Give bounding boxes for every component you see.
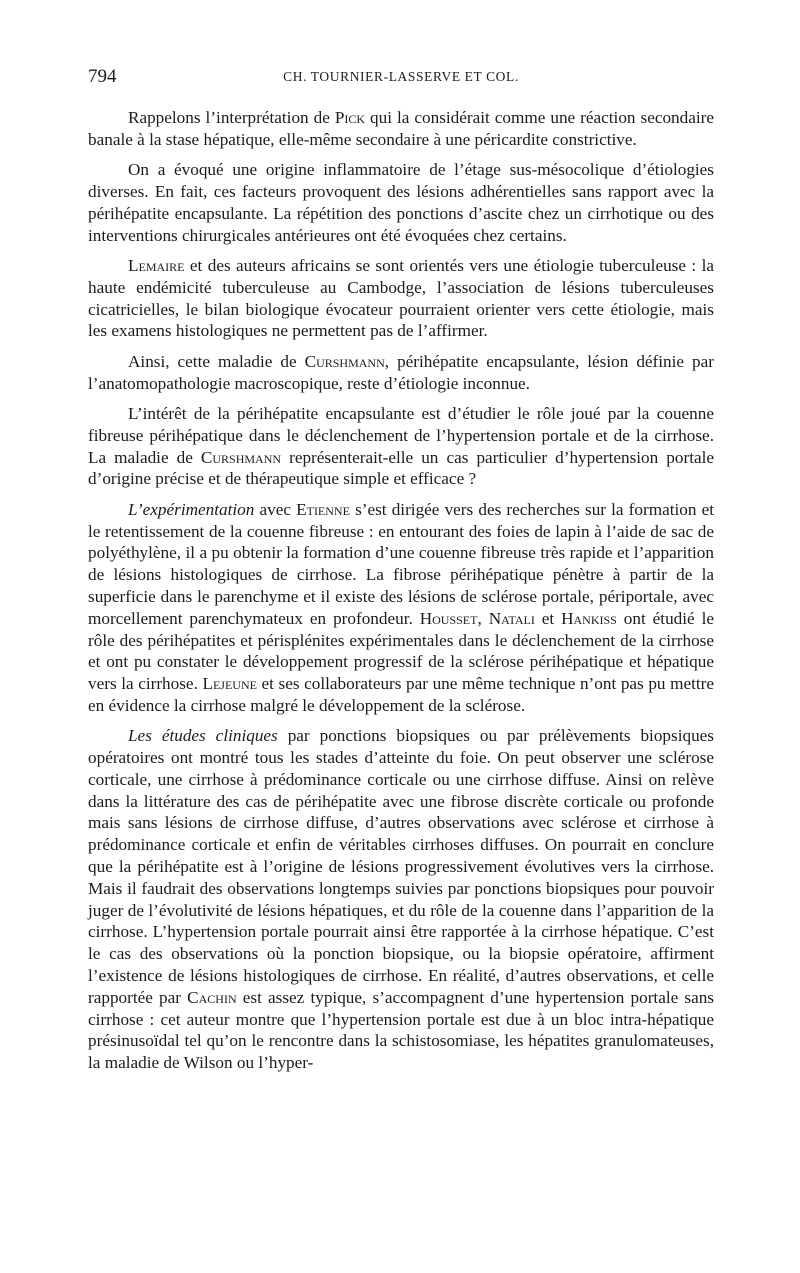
page-header — [88, 66, 714, 92]
paragraph-pick — [88, 107, 714, 151]
author-name: Lejeune — [202, 674, 257, 694]
paragraph-clinical-studies — [88, 725, 714, 1074]
text-run: et — [534, 608, 562, 628]
author-name: Pick — [334, 108, 366, 127]
author-name: Natali — [488, 608, 535, 628]
section-lead: Les études cliniques — [128, 726, 278, 746]
text-run: avec — [254, 499, 297, 519]
author-name: Curshmann — [304, 351, 385, 371]
text-run: représenterait-elle un cas particulier d’hypertension portale d’origine précise et de thérapeutique simple et efficace ? — [88, 447, 714, 489]
text-run: et des auteurs africains se sont orientés vers une étiologie tuberculeuse : la haute endémicité tuberculeuse au Cambodge, l’association de lésions tuberculeuses cicatricielles, le bilan biologique évocateur pourraient orienter vers cette étiologie, mais les examens histologiques ne permettent pas de l’affirmer. — [88, 255, 714, 341]
text-run: qui la considérait comme une réaction secondaire banale à la stase hépatique, elle-même secondaire à une péricardite constrictive. — [88, 108, 714, 149]
body-text — [88, 107, 714, 1083]
text-run: Ainsi, cette maladie de — [128, 351, 305, 371]
paragraph-curshmann-unknown — [88, 351, 714, 395]
author-name: Curshmann — [200, 447, 282, 467]
text-run: et ses collaborateurs par une même technique n’ont pas pu mettre en évidence la cirrhose malgré le développement de la sclérose. — [88, 674, 714, 715]
page-number: 794 — [88, 66, 117, 87]
paragraph-experimentation — [88, 499, 714, 717]
paragraph-inflammatory-origin: On a évoqué une origine inflammatoire de l’étage sus-mésocolique d’étiologies diverses. En fait, ces facteurs provoquent des lésions adhérentielles sans rapport avec la périhépatite encapsulante. La répétition des ponctions d’ascite chez un cirrhotique ou des interventions chirurgicales antérieures ont été évoquées chez certains. — [88, 160, 714, 245]
author-name: Etienne — [296, 499, 350, 519]
running-head: CH. TOURNIER-LASSERVE ET COL. — [283, 69, 519, 84]
section-lead: L’expérimentation — [128, 499, 255, 519]
text-run: , — [477, 608, 489, 628]
author-name: Cachin — [187, 987, 237, 1007]
text-run: ont étudié le rôle des périhépatites et périsplénites expérimentales dans le déclenchement de la cirrhose et ont pu constater le développement progressif de la sclérose périhépatique et hépatique vers la cirrhose. — [88, 608, 715, 694]
paragraph-tuberculous-etiology — [88, 255, 714, 342]
text-run: Rappelons l’interprétation de — [128, 108, 335, 127]
text-run: est assez typique, s’accompagnent d’une hypertension portale sans cirrhose : cet auteur montre que l’hypertension portale est due à un bloc intra-hépatique présinusoïdal tel qu’on le rencontre dans la schistosomiase, les hépatites granulomateuses, la maladie de Wilson ou l’hyper- — [88, 987, 714, 1073]
author-name: Housset — [419, 608, 478, 628]
text-run: L’intérêt de la périhépatite encapsulante est d’étudier le rôle joué par la couenne fibreuse périhépatique dans le déclenchement de l’hypertension portale et de la cirrhose. La maladie de — [88, 403, 714, 467]
text-run: par ponctions biopsiques ou par prélèvements biopsiques opératoires ont montré tous les stades d’atteinte du foie. On peut observer une sclérose corticale, une cirrhose à prédominance corticale ou une cirrhose diffuse. Ainsi on relève dans la littérature des cas de périhépatite avec une fibrose discrète corticale ou profonde mais sans lésions de cirrhose diffuse, d’autres observations avec sclérose et cirrhose à prédominance corticale et enfin de véritables cirrhoses diffuses. On pourrait en conclure que la périhépatite est à l’origine de lésions progressivement évolutives vers la cirrhose. Mais il faudrait des observations longtemps suivies par ponctions biopsiques pour pouvoir juger de l’évolutivité de lésions hépatiques, et du rôle de la couenne dans l’apparition de la cirrhose. L’hypertension portale pourrait ainsi être rapportée à la cirrhose hépatique. C’est le cas des observations où la ponction biopsique, ou la biopsie opératoire, affirment l’existence de lésions histologiques de cirrhose. En réalité, d’autres observations, et celle rapportée par — [88, 726, 714, 1007]
paragraph-portal-hypertension — [88, 403, 714, 490]
author-name: Lemaire — [128, 255, 185, 275]
author-name: Hankiss — [561, 608, 617, 628]
text-run: , périhépatite encapsulante, lésion définie par l’anatomopathologie macroscopique, reste d’étiologie inconnue. — [88, 351, 714, 393]
text-run: s’est dirigée vers des recherches sur la formation et le retentissement de la couenne fibreuse : en entourant des foies de lapin à l’aide de sac de polyéthylène, il a pu obtenir la formation d’une couenne fibreuse très rapide et l’apparition de lésions histologiques de cirrhose. La fibrose périhépatique pénètre à partir de la superficie dans le parenchyme et il existe des lésions de sclérose portale, périportale, avec morcellement parenchymateux en profondeur. — [88, 499, 715, 628]
